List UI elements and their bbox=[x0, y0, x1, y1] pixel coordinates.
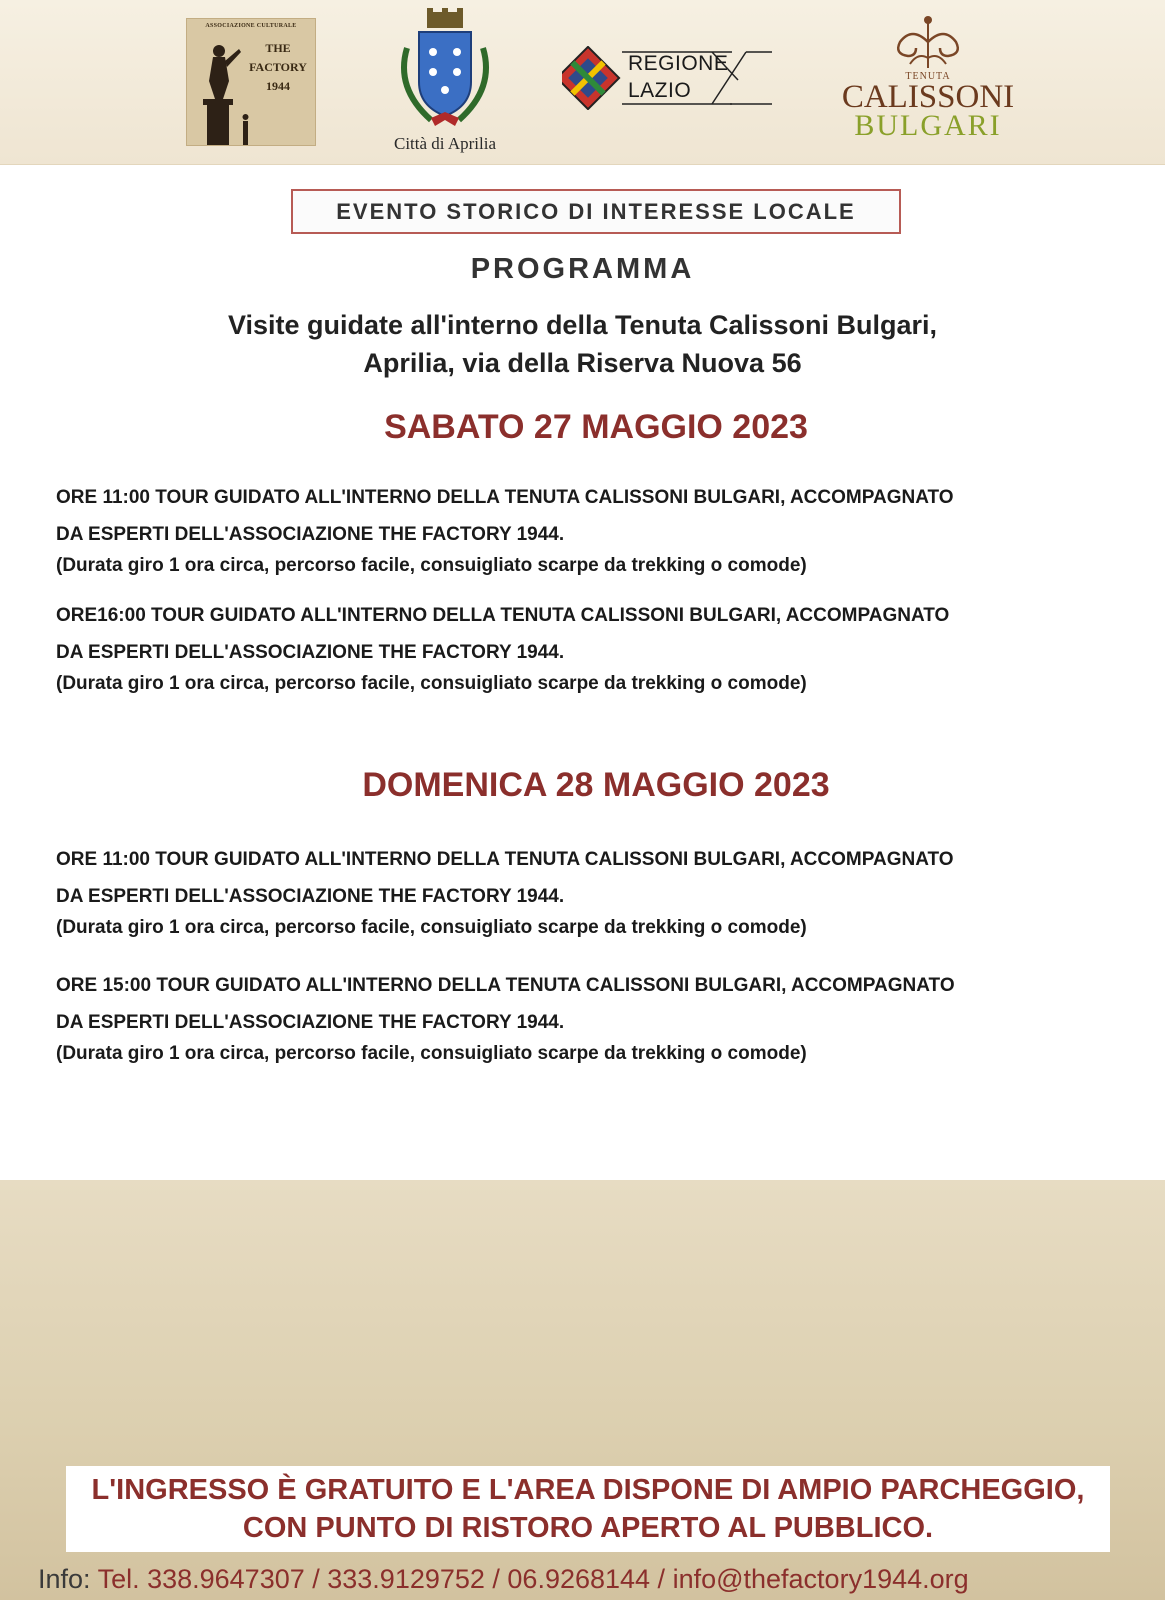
event-type-label: EVENTO STORICO DI INTERESSE LOCALE bbox=[291, 189, 901, 234]
program-heading: PROGRAMMA bbox=[470, 253, 695, 285]
visit-subtitle bbox=[0, 306, 1165, 382]
tour-item bbox=[56, 597, 1116, 697]
tour-note: (Durata giro 1 ora circa, percorso facile, consuigliato scarpe da trekking o comode) bbox=[56, 1043, 807, 1064]
regione-lazio-logo bbox=[562, 46, 792, 110]
lazio-line2: LAZIO bbox=[628, 79, 692, 102]
tour-line2: DA ESPERTI DELL'ASSOCIAZIONE THE FACTORY 1944. bbox=[56, 524, 565, 545]
tour-line1: ORE 11:00 TOUR GUIDATO ALL'INTERNO DELLA TENUTA CALISSONI BULGARI, ACCOMPAGNATO bbox=[56, 487, 954, 508]
info-label: Info: bbox=[38, 1564, 91, 1594]
info-contacts: Tel. 338.9647307 / 333.9129752 / 06.9268144 / info@thefactory1944.org bbox=[97, 1564, 969, 1594]
bulgari-name: BULGARI bbox=[854, 109, 1002, 142]
coat-of-arms-icon bbox=[385, 8, 505, 132]
tour-note: (Durata giro 1 ora circa, percorso facile, consuigliato scarpe da trekking o comode) bbox=[56, 673, 807, 694]
factory-assoc-label: ASSOCIAZIONE CULTURALE bbox=[205, 23, 297, 29]
tour-item bbox=[56, 967, 1116, 1067]
tour-item bbox=[56, 841, 1116, 941]
citta-di-aprilia-logo bbox=[385, 8, 505, 158]
tour-line1: ORE 15:00 TOUR GUIDATO ALL'INTERNO DELLA TENUTA CALISSONI BULGARI, ACCOMPAGNATO bbox=[56, 975, 955, 996]
aprilia-city-name: Città di Aprilia bbox=[394, 134, 496, 153]
tour-line1: ORE16:00 TOUR GUIDATO ALL'INTERNO DELLA TENUTA CALISSONI BULGARI, ACCOMPAGNATO bbox=[56, 605, 950, 626]
subtitle-line1: Visite guidate all'interno della Tenuta Calissoni Bulgari, bbox=[227, 310, 938, 340]
tour-line1: ORE 11:00 TOUR GUIDATO ALL'INTERNO DELLA TENUTA CALISSONI BULGARI, ACCOMPAGNATO bbox=[56, 849, 954, 870]
lazio-line1: REGIONE bbox=[628, 52, 729, 75]
day-title-sunday: DOMENICA 28 MAGGIO 2023 bbox=[362, 766, 830, 804]
tour-line2: DA ESPERTI DELL'ASSOCIAZIONE THE FACTORY 1944. bbox=[56, 642, 565, 663]
calissoni-tenuta-label: TENUTA bbox=[905, 71, 951, 82]
the-factory-1944-logo bbox=[186, 18, 316, 146]
header-band bbox=[0, 0, 1165, 165]
tour-line2: DA ESPERTI DELL'ASSOCIAZIONE THE FACTORY 1944. bbox=[56, 886, 565, 907]
ornament-icon bbox=[888, 12, 968, 72]
subtitle-line2: Aprilia, via della Riserva Nuova 56 bbox=[363, 348, 802, 378]
factory-name: THE FACTORY 1944 bbox=[249, 41, 307, 93]
tour-note: (Durata giro 1 ora circa, percorso facile, consuigliato scarpe da trekking o comode) bbox=[56, 555, 807, 576]
notice-line2: CON PUNTO DI RISTORO APERTO AL PUBBLICO. bbox=[242, 1512, 934, 1544]
tenuta-calissoni-bulgari-logo bbox=[838, 12, 1018, 142]
tour-item bbox=[56, 479, 1116, 579]
notice-line1: L'INGRESSO È GRATUITO E L'AREA DISPONE DI AMPIO PARCHEGGIO, bbox=[91, 1474, 1085, 1506]
tour-line2: DA ESPERTI DELL'ASSOCIAZIONE THE FACTORY 1944. bbox=[56, 1012, 565, 1033]
day-title-saturday: SABATO 27 MAGGIO 2023 bbox=[384, 408, 808, 446]
entry-notice bbox=[66, 1466, 1110, 1552]
calissoni-name: CALISSONI bbox=[841, 79, 1015, 115]
tour-note: (Durata giro 1 ora circa, percorso facile, consuigliato scarpe da trekking o comode) bbox=[56, 917, 807, 938]
contact-info bbox=[38, 1562, 1158, 1596]
